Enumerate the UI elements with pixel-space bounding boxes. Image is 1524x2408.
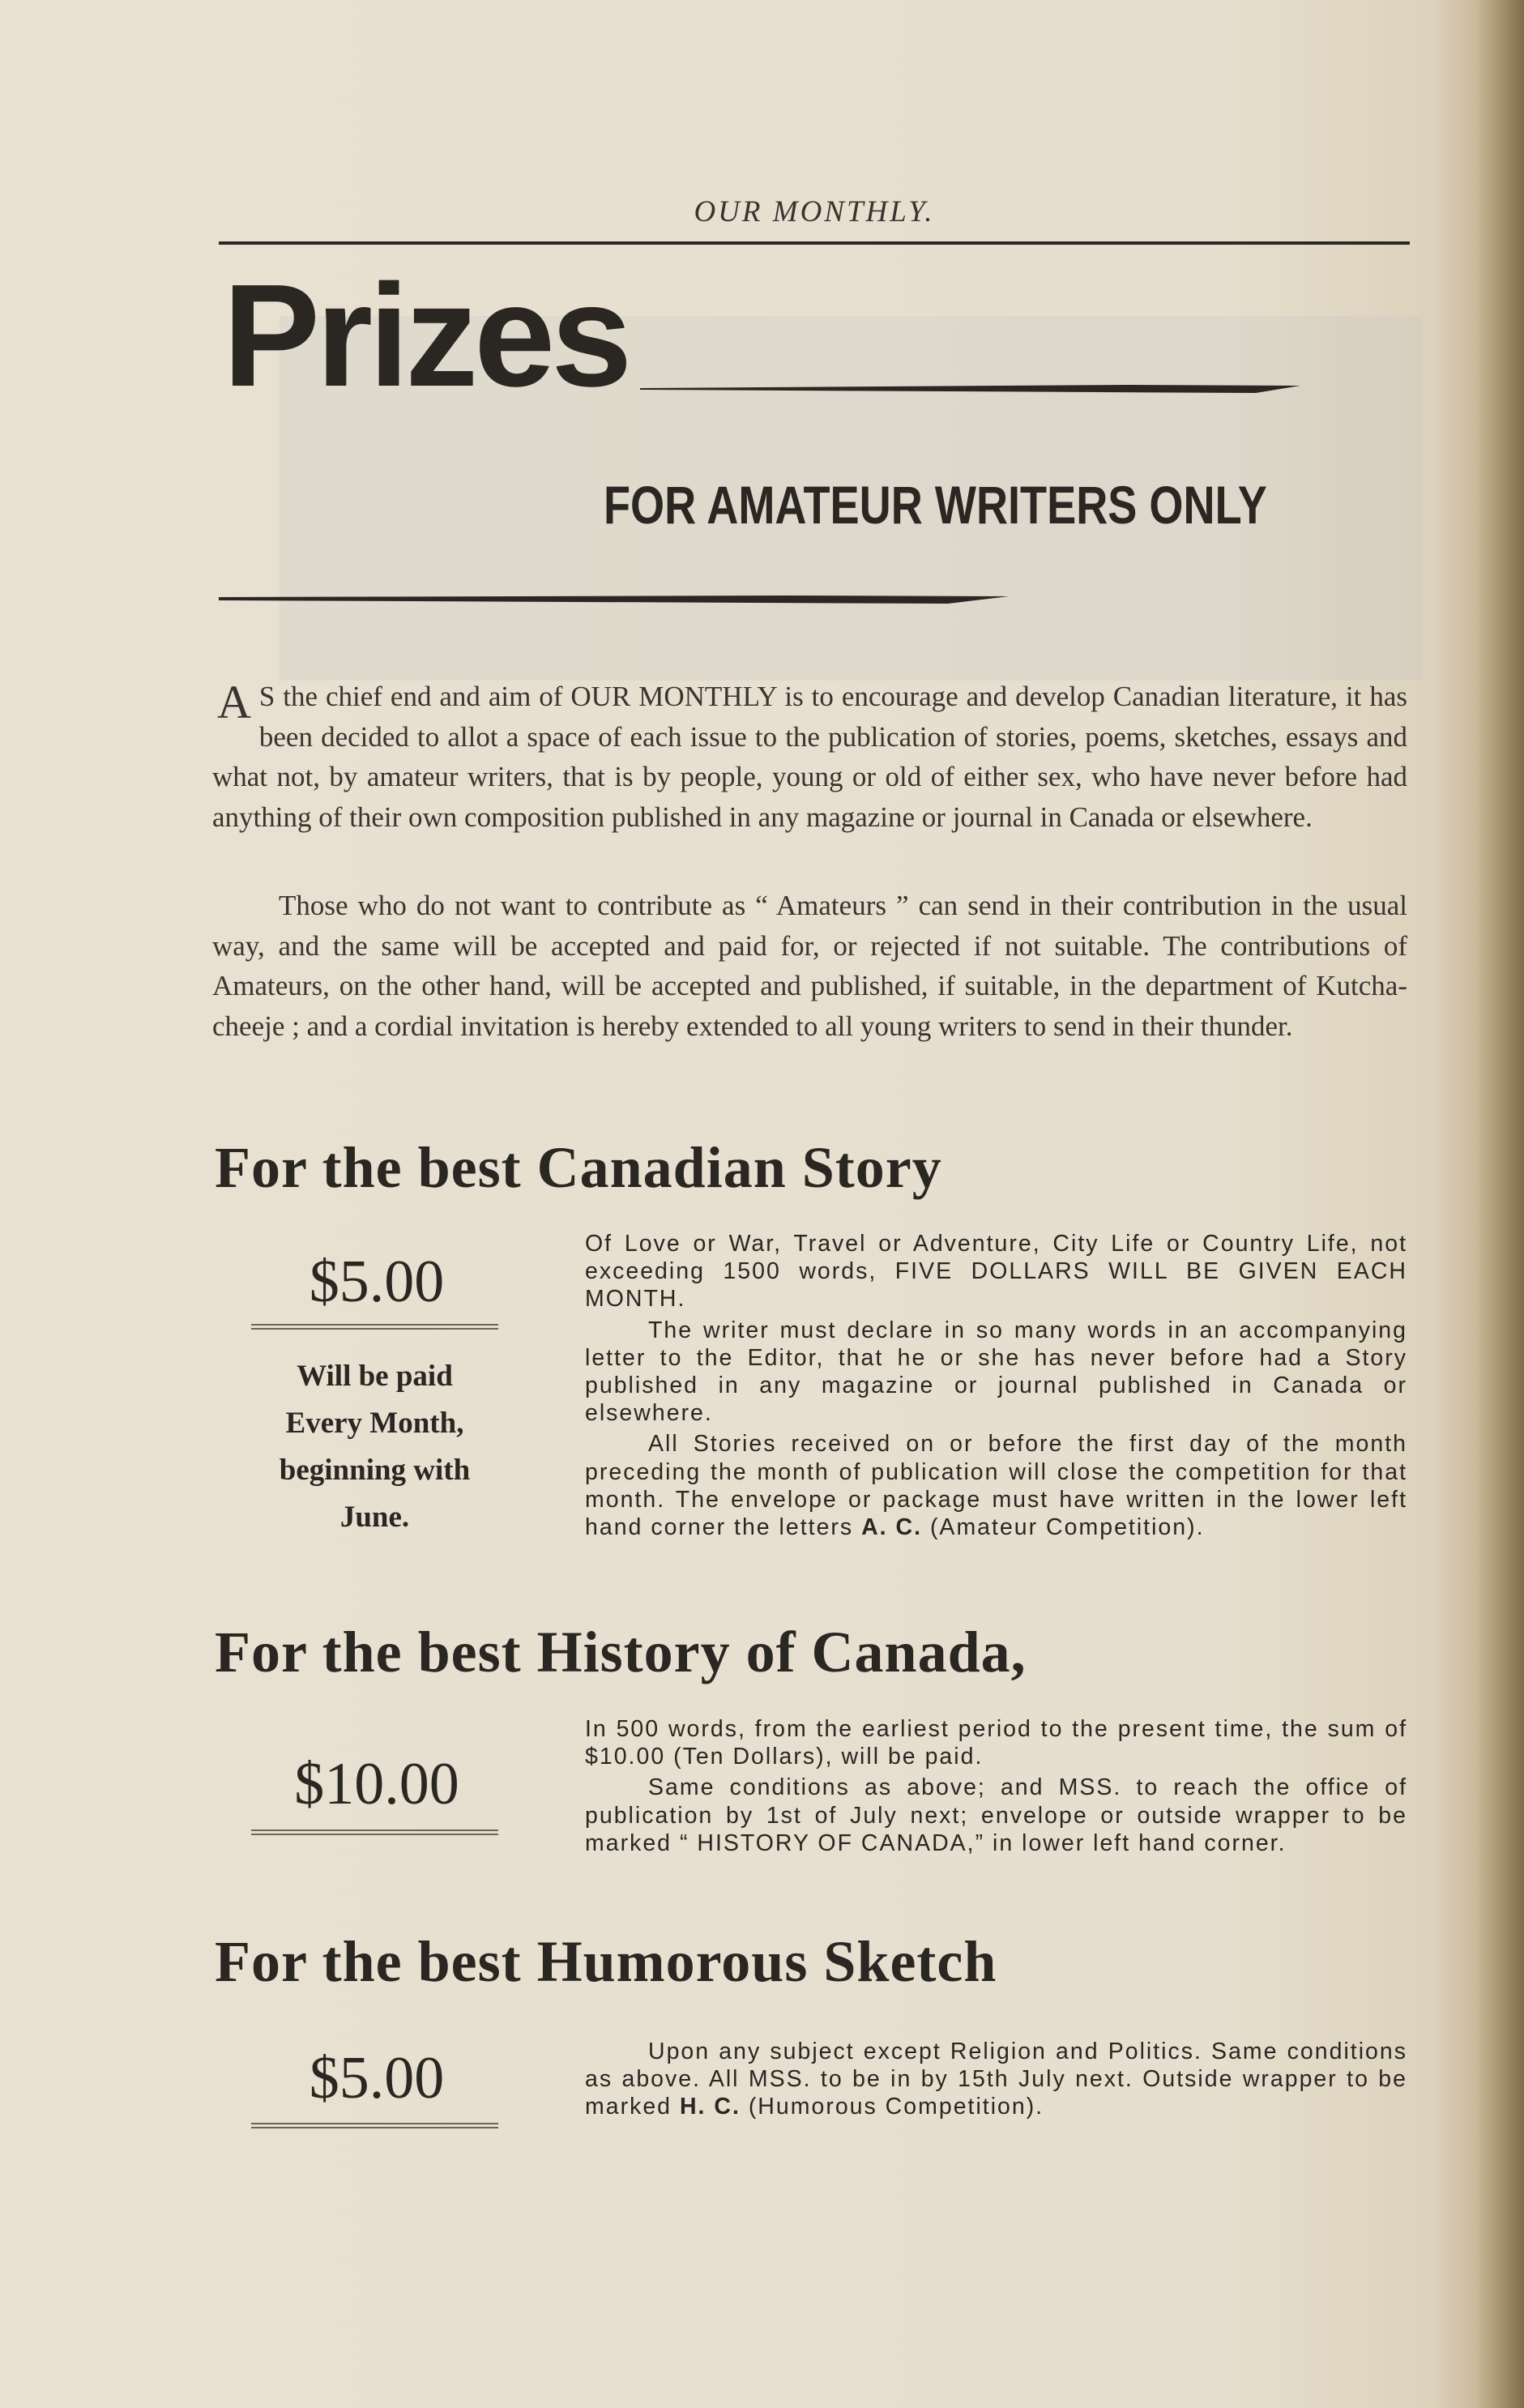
intro-paragraph-1 [212,677,1407,837]
payment-note [235,1353,514,1541]
intro-paragraph-1-text: S the chief end and aim of OUR MONTHLY is to encourage and develop Canadian literature, it has been decided to allot a space of each issue to the publication of stories, poems, sketches, essays and what not, by amateur writers, that is by people, young or old of either sex, who have never before had anything of their own composition published in any magazine or journal in Canada or elsewhere. [212,681,1407,833]
amount-double-rule [251,1829,498,1835]
payment-note-line: June. [339,1501,410,1534]
title-swell-rule [640,383,1300,395]
detail-paragraph [585,2038,1407,2121]
payment-note-line: beginning with [279,1454,471,1487]
detail-paragraph: In 500 words, from the earliest period to the present time, the sum of $10.00 (Ten Dollars), will be paid. [585,1716,1407,1770]
payment-note-line: Will be paid [297,1360,453,1393]
competition-code: H. C. [679,2094,741,2120]
section-heading-canadian-story: For the best Canadian Story [215,1135,942,1200]
page-title: Prizes [223,254,629,417]
detail-paragraph: Same conditions as above; and MSS. to reach the office of publication by 1st of July next; envelope or outside wrapper to be marked “ HISTORY OF CANADA,” in lower left hand corner. [585,1774,1407,1856]
detail-paragraph: The writer must declare in so many words in an accompanying letter to the Editor, that he or she has never before had a Story published in any magazine or journal published in Canada or elsewhere. [585,1317,1407,1427]
section-heading-humorous: For the best Humorous Sketch [215,1929,997,1994]
drop-cap: A [217,676,251,728]
intro-paragraph-2: Those who do not want to contribute as “ Amateurs ” can send in their contribution in the usual way, and the same will be accepted and paid for, or rejected if not suitable. The contributions of Amateurs, on the other hand, will be accepted and published, if suitable, in the department of Kutcha-cheeje ; and a cordial invitation is hereby extended to all young writers to send in their thunder. [212,890,1407,1042]
section-details-story [585,1230,1407,1541]
section-details-humorous [585,2038,1407,2121]
payment-note-line: Every Month, [285,1407,464,1440]
amount-double-rule [251,2123,498,2128]
detail-text: Upon any subject except Religion and Politics. Same conditions as above. All MSS. to be in by 15th July next. Outside wrapper to be marked [585,2039,1407,2120]
page-spine-shadow [1475,0,1524,2408]
subtitle: FOR AMATEUR WRITERS ONLY [604,475,1267,535]
detail-text: (Amateur Competition). [929,1514,1205,1541]
section-heading-history: For the best History of Canada, [215,1620,1027,1684]
amount-double-rule [251,1324,498,1330]
section-swell-rule [219,593,1009,606]
detail-text: All Stories received on or before the first day of the month preceding the month of publication will close the competition for that month. The envelope or package must have written in the lower left hand corner the letters [585,1431,1407,1541]
header-rule [219,241,1410,245]
detail-paragraph: Of Love or War, Travel or Adventure, City Life or Country Life, not exceeding 1500 words, FIVE DOLLARS WILL BE GIVEN EACH MONTH. [585,1231,1407,1313]
prize-amount-humorous: $5.00 [309,2045,445,2111]
prize-amount-story: $5.00 [309,1249,445,1315]
competition-code: A. C. [861,1514,923,1541]
section-details-history [585,1715,1407,1857]
detail-paragraph [585,1430,1407,1541]
prize-amount-history: $10.00 [294,1751,459,1817]
running-head: OUR MONTHLY. [694,195,935,228]
detail-text: (Humorous Competition). [748,2094,1044,2120]
